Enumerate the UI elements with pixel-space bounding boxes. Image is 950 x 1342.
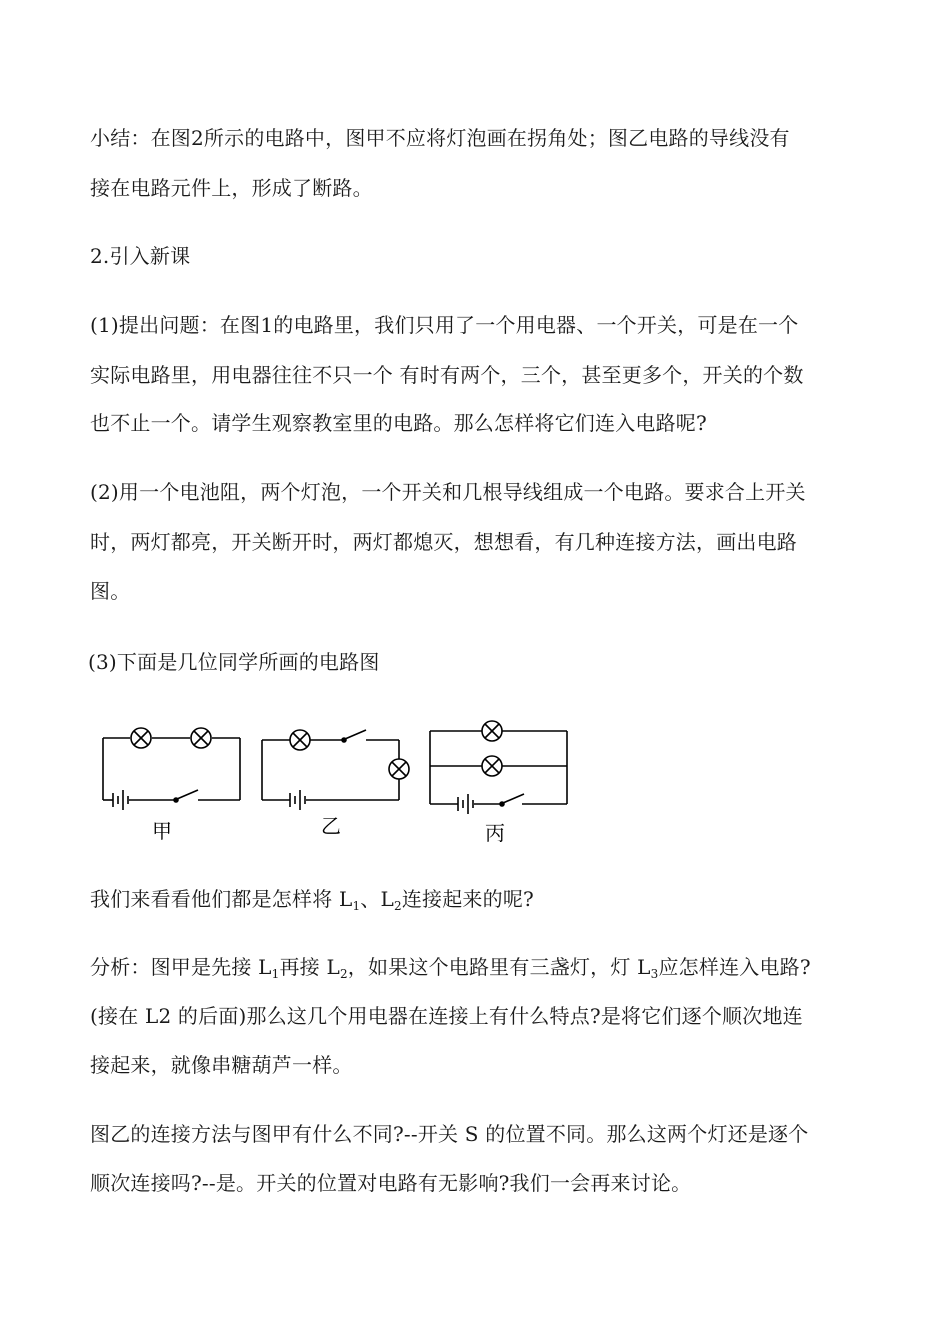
analysis-sub-3: 3 [650,967,659,981]
circuit-a [103,728,240,810]
lamp-icon [290,730,310,750]
lamp-icon [389,759,409,779]
battery-icon [113,790,128,810]
analysis-text-1: 分析：图甲是先接 L [90,955,272,979]
analysis-text-4: 应怎样连入电路? [658,955,811,979]
question-text-1: 我们来看看他们都是怎样将 L [90,887,353,911]
summary-line-1: 小结：在图2所示的电路中，图甲不应将灯泡画在拐角处；图乙电路的导线没有 [90,126,790,150]
para1-line-1: (1)提出问题：在图1的电路里，我们只用了一个用电器、一个开关，可是在一个 [90,313,799,337]
figure-label-b: 乙 [321,814,341,838]
para2-line-3: 图。 [90,579,131,603]
question-text-3: 连接起来的呢? [401,887,534,911]
switch-icon [342,730,366,742]
analysis-sub-2: 2 [339,967,348,981]
lamp-icon [131,728,151,748]
lamp-icon [191,728,211,748]
circuit-c [430,721,567,814]
analysis-line-1 [90,955,811,979]
analysis-sub-1: 1 [271,967,280,981]
figure-label-a: 甲 [152,819,172,843]
para1-line-2: 实际电路里，用电器往往不只一个 有时有两个，三个，甚至更多个，开关的个数 [90,363,804,387]
question-sub-1: 1 [352,899,361,913]
question-line [90,887,534,911]
circuit-b [262,730,409,810]
para2-line-2: 时，两灯都亮，开关断开时，两灯都熄灭，想想看，有几种连接方法，画出电路 [90,530,797,554]
switch-icon [500,794,524,806]
question-sub-2: 2 [393,899,402,913]
para4-line-1: 图乙的连接方法与图甲有什么不同?--开关 S 的位置不同。那么这两个灯还是逐个 [90,1122,809,1146]
battery-icon [458,794,473,814]
analysis-line-3: 接起来，就像串糖葫芦一样。 [90,1053,353,1077]
analysis-text-3: ，如果这个电路里有三盏灯，灯 L [347,955,651,979]
para1-line-3: 也不止一个。请学生观察教室里的电路。那么怎样将它们连入电路呢? [90,411,707,435]
section-title: 2.引入新课 [90,244,191,268]
switch-icon [174,790,198,802]
analysis-text-2: 再接 L [279,955,340,979]
summary-line-2: 接在电路元件上，形成了断路。 [90,176,373,200]
para2-line-1: (2)用一个电池阻，两个灯泡，一个开关和几根导线组成一个电路。要求合上开关 [90,480,806,504]
para4-line-2: 顺次连接吗?--是。开关的位置对电路有无影响?我们一会再来讨论。 [90,1171,692,1195]
para3: (3)下面是几位同学所画的电路图 [88,650,380,674]
lamp-icon [482,756,502,776]
question-text-2: 、L [360,887,394,911]
analysis-line-2: (接在 L2 的后面)那么这几个用电器在连接上有什么特点?是将它们逐个顺次地连 [90,1004,803,1028]
figure-label-c: 丙 [485,821,505,845]
battery-icon [290,790,305,810]
lamp-icon [482,721,502,741]
